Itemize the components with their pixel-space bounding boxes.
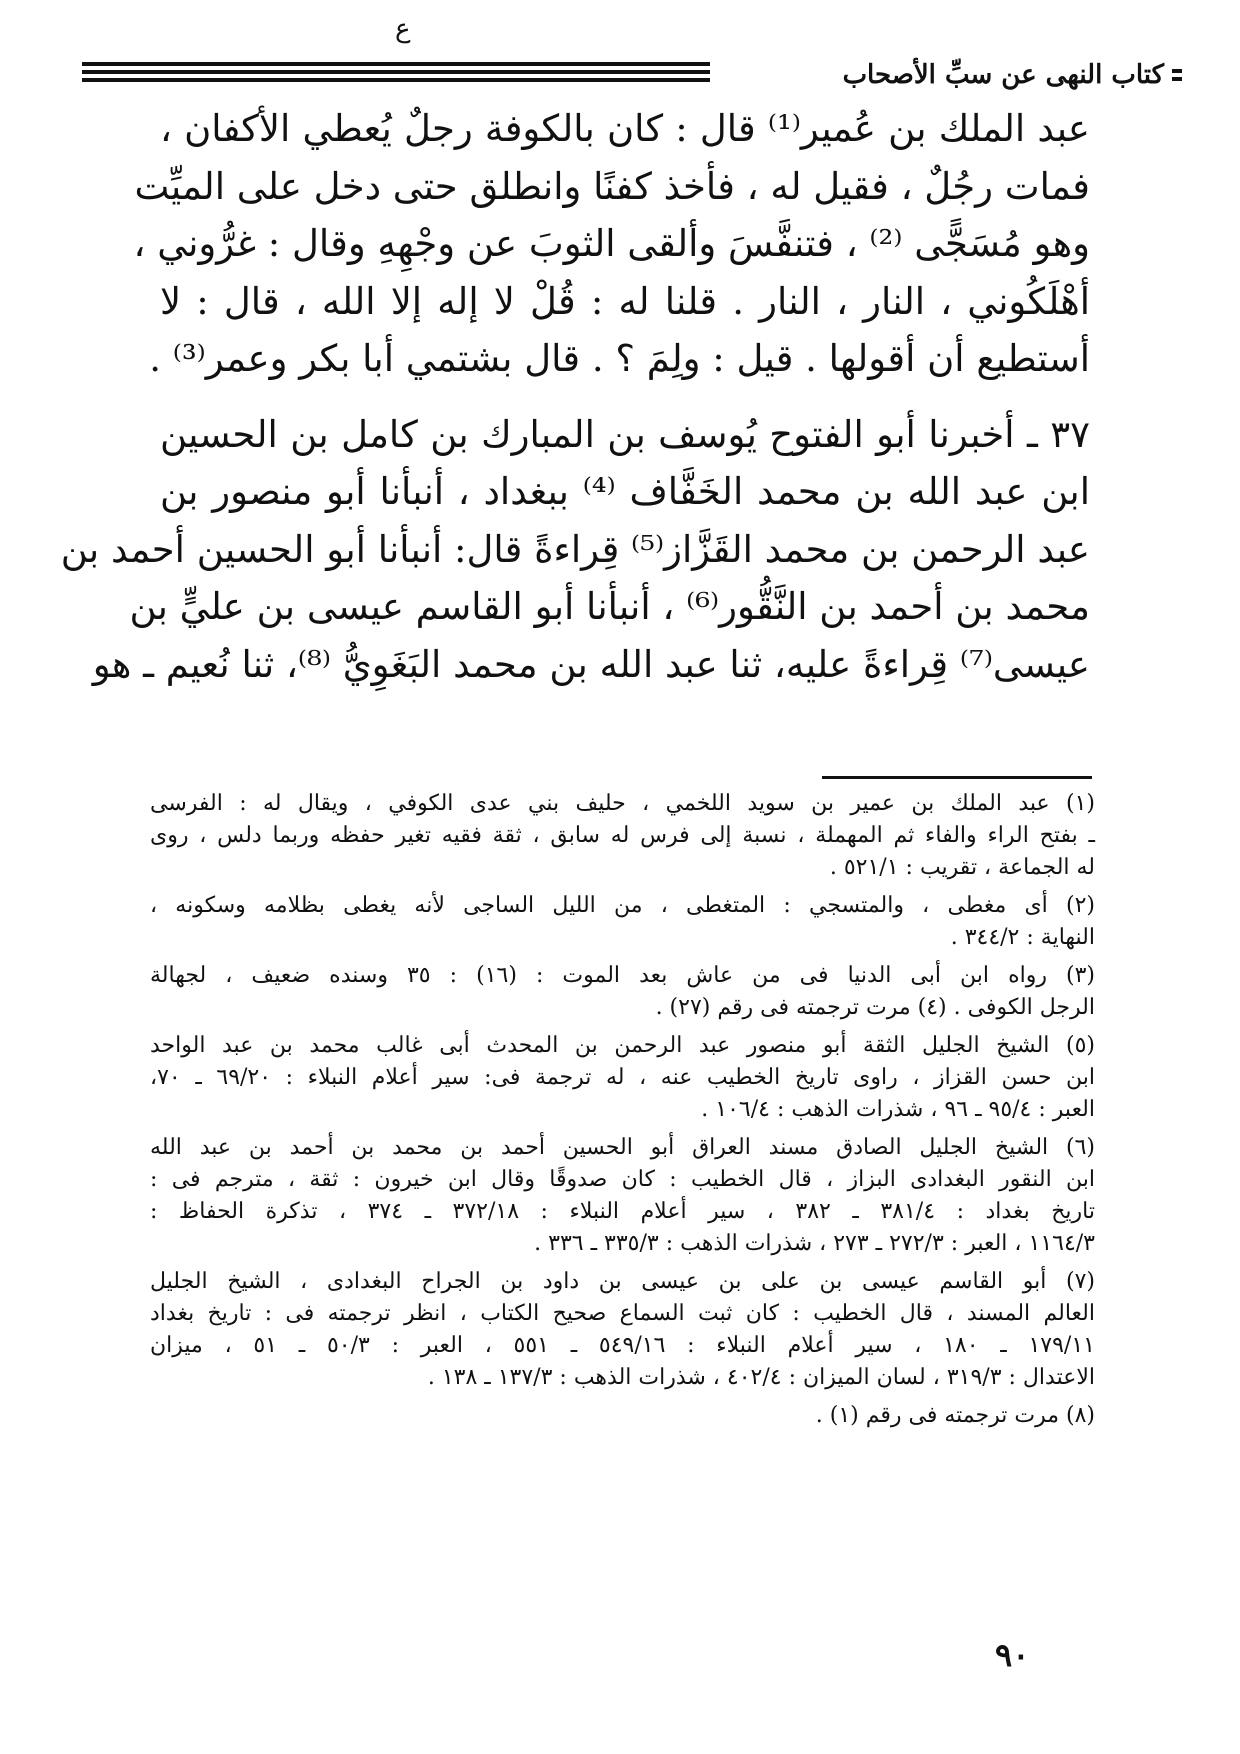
footnote-line: الاعتدال : ٣١٩/٣ ، لسان الميزان : ٤٠٢/٤ ، شذرات الذهب : ١٣٧/٣ ـ ١٣٨ . xyxy=(427,1365,1095,1390)
footnote-line: (٥) الشيخ الجليل الثقة أبو منصور عبد الرحمن بن المحدث أبى غالب محمد بن عبد الواحد xyxy=(150,1033,1095,1058)
paragraph-narration xyxy=(133,100,1090,388)
main-line: ابن عبد الله بن محمد الخَفَّاف ⁽⁴⁾ ببغداد ، أنبأنا أبو منصور بن xyxy=(160,470,1090,513)
header-rule-left xyxy=(82,62,710,86)
footnotes xyxy=(150,788,1095,1438)
footnote-line: (٢) أى مغطى ، والمتسجي : المتغطى ، من الليل الساجى لأنه يغطى بظلامه وسكونه ، xyxy=(150,893,1095,918)
footnote-line: النهاية : ٣٤٤/٢ . xyxy=(950,925,1095,950)
page-number: ٩٠ xyxy=(995,1636,1030,1674)
header-title: كتاب النهى عن سبِّ الأصحاب xyxy=(835,60,1172,90)
footnote-6 xyxy=(150,1132,1095,1260)
running-header xyxy=(82,56,1182,92)
main-line: عبد الرحمن بن محمد القَزَّاز⁽⁵⁾ قِراءةً قال: أنبأنا أبو الحسين أحمد بن xyxy=(60,527,1090,571)
footnote-5 xyxy=(150,1030,1095,1126)
main-line: أستطيع أن أقولها . قيل : ولِمَ ؟ . قال بشتمي أبا بكر وعمر⁽³⁾ . xyxy=(149,337,1090,380)
main-line: فمات رجُلٌ ، فقيل له ، فأخذ كفنًا وانطلق حتى دخل على الميِّت xyxy=(134,164,1090,208)
footnote-8 xyxy=(150,1400,1095,1432)
footnote-line: له الجماعة ، تقريب : ٥٢١/١ . xyxy=(829,855,1095,880)
footnote-7 xyxy=(150,1266,1095,1394)
footnote-1 xyxy=(150,788,1095,884)
footnote-line: (١) عبد الملك بن عمير بن سويد اللخمي ، حليف بني عدى الكوفي ، ويقال له : الفرسى xyxy=(150,791,1095,816)
footnote-line: (٦) الشيخ الجليل الصادق مسند العراق أبو الحسين أحمد بن محمد بن أحمد بن عبد الله xyxy=(150,1135,1095,1160)
footnote-line: الرجل الكوفى . (٤) مرت ترجمته فى رقم (٢٧) . xyxy=(655,995,1095,1020)
footnote-line: ١٧٩/١١ ـ ١٨٠ ، سير أعلام النبلاء : ٥٤٩/١٦ ـ ٥٥١ ، العبر : ٥٠/٣ ـ ٥١ ، ميزان xyxy=(150,1333,1095,1358)
main-line: أهْلَكُوني ، النار ، النار . قلنا له : قُلْ لا إله إلا الله ، قال : لا xyxy=(160,279,1090,323)
footnote-line: (٧) أبو القاسم عيسى بن على بن عيسى بن داود بن الجراح البغدادى ، الشيخ الجليل xyxy=(150,1269,1095,1294)
main-line: عبد الملك بن عُمير⁽¹⁾ قال : كان بالكوفة رجلٌ يُعطي الأكفان ، xyxy=(160,107,1090,150)
paragraph-isnad-37 xyxy=(60,406,1090,694)
main-line: محمد بن أحمد بن النَّقُّور⁽⁶⁾ ، أنبأنا أبو القاسم عيسى بن عليٍّ بن xyxy=(129,585,1090,628)
footnote-line: العبر : ٩٥/٤ ـ ٩٦ ، شذرات الذهب : ١٠٦/٤ . xyxy=(701,1097,1095,1122)
footnote-line: ابن حسن القزاز ، راوى تاريخ الخطيب عنه ، له ترجمة فى: سير أعلام النبلاء : ٦٩/٢٠ ـ ٧٠، xyxy=(150,1065,1095,1090)
footnote-2 xyxy=(150,890,1095,954)
main-text xyxy=(60,100,1090,693)
main-line: وهو مُسَجًّى ⁽²⁾ ، فتنفَّسَ وألقى الثوبَ عن وجْهِهِ وقال : غرُّوني ، xyxy=(133,222,1090,265)
main-line: عيسى⁽⁷⁾ قِراءةً عليه، ثنا عبد الله بن محمد البَغَوِيُّ ⁽⁸⁾، ثنا نُعيم ـ هو xyxy=(92,642,1090,686)
main-line: ٣٧ ـ أخبرنا أبو الفتوح يُوسف بن المبارك بن كامل بن الحسين xyxy=(160,412,1090,456)
footnote-line: العالم المسند ، قال الخطيب : كان ثبت السماع صحيح الكتاب ، انظر ترجمته فى : تاريخ بغداد xyxy=(150,1301,1095,1326)
footnote-line: ـ بفتح الراء والفاء ثم المهملة ، نسبة إلى فرس له سابق ، ثقة فقيه تغير حفظه وربما دلس ، روى xyxy=(150,823,1095,848)
footnote-separator xyxy=(822,776,1092,779)
footnote-line: (٣) رواه ابن أبى الدنيا فى من عاش بعد الموت : (١٦) : ٣٥ وسنده ضعيف ، لجهالة xyxy=(150,963,1095,988)
footnote-line: ١١٦٤/٣ ، العبر : ٢٧٢/٣ ـ ٢٧٣ ، شذرات الذهب : ٣٣٥/٣ ـ ٣٣٦ . xyxy=(534,1231,1095,1256)
footnote-3-4 xyxy=(150,960,1095,1024)
top-mark: ع xyxy=(395,14,411,44)
footnote-line: ابن النقور البغدادى البزاز ، قال الخطيب : كان صدوقًا وقال ابن خيرون : ثقة ، مترجم فى : xyxy=(150,1167,1095,1192)
footnote-line: (٨) مرت ترجمته فى رقم (١) . xyxy=(815,1403,1095,1428)
footnote-line: تاريخ بغداد : ٣٨١/٤ ـ ٣٨٢ ، سير أعلام النبلاء : ٣٧٢/١٨ ـ ٣٧٤ ، تذكرة الحفاظ : xyxy=(150,1199,1095,1224)
